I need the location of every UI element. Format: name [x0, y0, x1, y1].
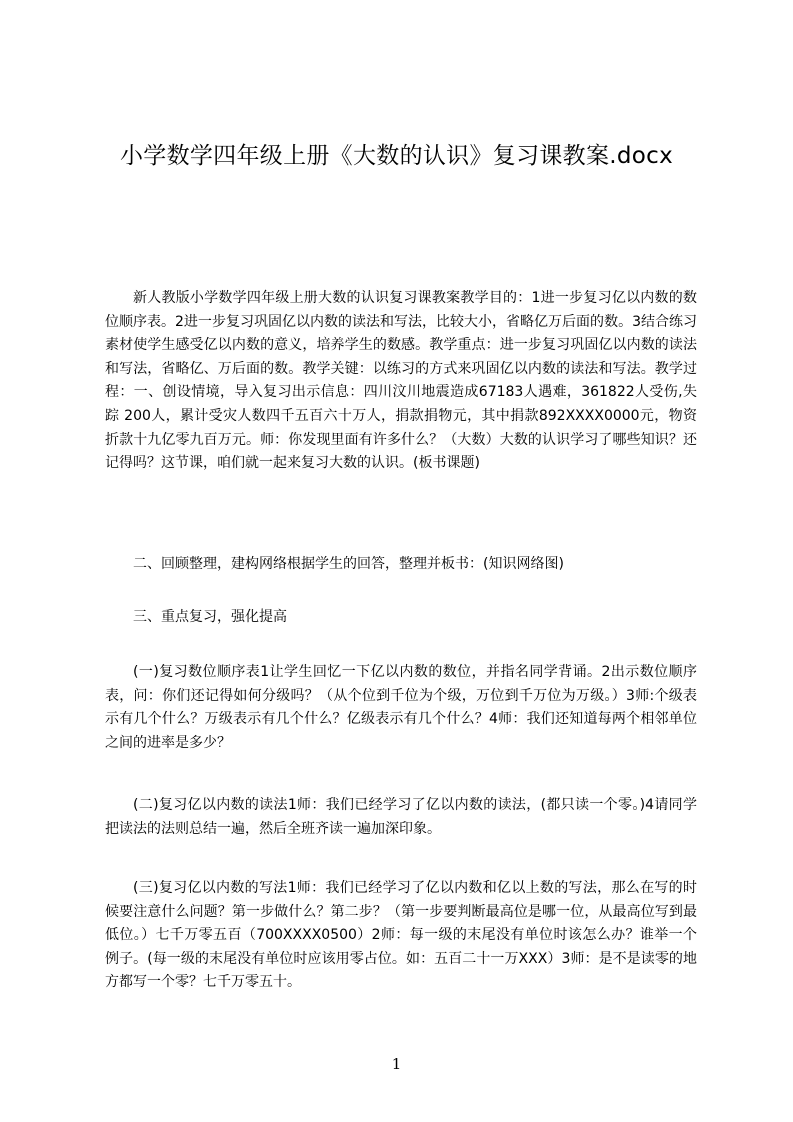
document-title: 小学数学四年级上册《大数的认识》复习课教案.docx: [119, 143, 674, 169]
paragraph-place-value-table: (一)复习数位顺序表1让学生回忆一下亿以内数的数位，并指名同学背诵。2出示数位顺序表，问：你们还记得如何分级吗？（从个位到千位为个级，万位到千万位为万级。）3师:个级表示有几个什么？万级表示有几个什么？亿级表示有几个什么？4师：我们还知道每两个相邻单位之间的进率是多少？: [105, 664, 697, 751]
page-number: 1: [391, 1055, 402, 1073]
paragraph-key-review: 三、重点复习，强化提高: [133, 609, 287, 625]
paragraph-writing-method: (三)复习亿以内数的写法1师：我们已经学习了亿以内数和亿以上数的写法，那么在写的时候要注意什么问题？第一步做什么？第二步？（第一步要判断最高位是哪一位，从最高位写到最低位。）七千万零五百（700XXXX0500）2师：每一级的末尾没有单位时该怎么办？谁举一个例子。(每一级的末尾没有单位时应该用零占位。如：五百二十一万XXX）3师：是不是读零的地方都写一个零？七千万零五十。: [105, 880, 697, 991]
paragraph-review-organize: 二、回顾整理，建构网络根据学生的回答，整理并板书：(知识网络图): [133, 556, 564, 572]
paragraph-objectives: 新人教版小学数学四年级上册大数的认识复习课教案教学目的：1进一步复习亿以内数的数位顺序表。2进一步复习巩固亿以内数的读法和写法，比较大小，省略亿万后面的数。3结合练习素材使学生感受亿以内数的意义，培养学生的数感。教学重点：进一步复习巩固亿以内数的读法和写法，省略亿、万后面的数。教学关键：以练习的方式来巩固亿以内数的读法和写法。教学过程：一、创设情境，导入复习出示信息：四川汶川地震造成67183人遇难，361822人受伤,失踪 200人，累计受灾人数四千五百六十万人，捐款捐物元，其中捐款892XXXX0000元，物资折款十九亿零九百万元。师：你发现里面有许多什么？（大数）大数的认识学习了哪些知识？还记得吗？这节课，咱们就一起来复习大数的认识。(板书课题): [105, 290, 697, 472]
paragraph-reading-method: (二)复习亿以内数的读法1师：我们已经学习了亿以内数的读法，(都只读一个零。)4请同学把读法的法则总结一遍，然后全班齐读一遍加深印象。: [105, 797, 697, 837]
